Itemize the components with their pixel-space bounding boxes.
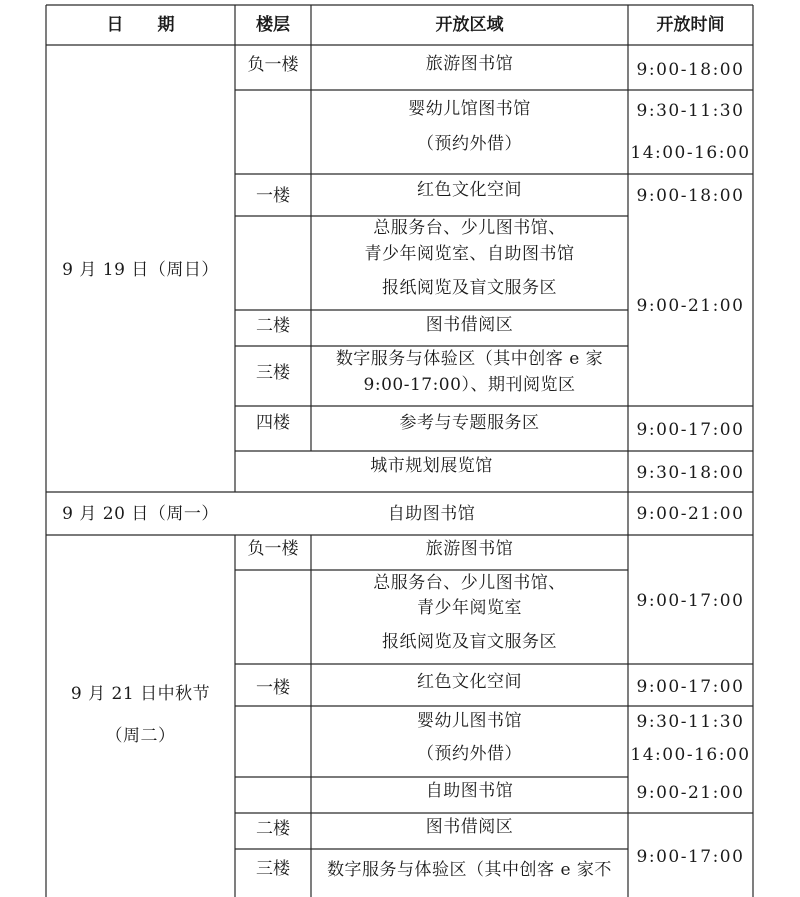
sept21-hours-main: [628, 535, 753, 664]
sept21-area-service: [311, 570, 628, 664]
sept19-hours-urban: [628, 451, 753, 492]
sept21-date-line1: 9 月 21 日中秋节: [70, 684, 211, 704]
area-label: 参考与专题服务区: [399, 413, 540, 433]
area-label: 红色文化空间: [417, 180, 522, 200]
area-label: 报纸阅览及盲文服务区: [382, 632, 557, 652]
sept21-floor-b1: [235, 535, 311, 570]
sept21-floor-2: [235, 813, 311, 849]
sept19-floor-b1: [235, 45, 311, 90]
sept20-area: [235, 492, 628, 535]
sept21-date-line2: （周二）: [105, 726, 176, 746]
area-label: 自助图书馆: [387, 504, 476, 524]
sept19-floor-3: [235, 346, 311, 406]
hours-value: 9:00-18:00: [636, 186, 745, 206]
area-label: 青少年阅览室、自助图书馆: [364, 244, 575, 264]
sept20-date-cell: [46, 492, 235, 535]
floor-label: 负一楼: [247, 55, 299, 75]
hours-value: 9:30-11:30: [636, 101, 745, 121]
sept21-area-red: [311, 664, 628, 706]
hours-value: 9:00-17:00: [636, 591, 745, 611]
area-label: 红色文化空间: [417, 672, 522, 692]
sept21-hours-red: [628, 664, 753, 706]
hours-value: 9:00-17:00: [636, 847, 745, 867]
sept19-floor-2: [235, 310, 311, 346]
sept19-area-infant: [311, 90, 628, 174]
area-label: 数字服务与体验区（其中创客 e 家不: [327, 860, 612, 880]
area-label: 报纸阅览及盲文服务区: [382, 278, 557, 298]
hours-value: 9:30-18:00: [636, 463, 745, 483]
sept21-area-self-service: [311, 777, 628, 813]
area-label: 图书借阅区: [425, 817, 514, 837]
sept19-hours-tourism: [628, 45, 753, 90]
header-hours: [628, 5, 753, 45]
area-label: 旅游图书馆: [425, 54, 514, 74]
header-date-label: 日 期: [106, 15, 175, 35]
sept21-hours-lower: [628, 813, 753, 897]
sept21-area-infant: [311, 706, 628, 777]
sept19-floor-4: [235, 406, 311, 451]
area-label: 城市规划展览馆: [370, 456, 493, 476]
header-floor-label: 楼层: [256, 15, 290, 35]
sept21-area-lending: [311, 813, 628, 849]
floor-label: 一楼: [256, 678, 290, 698]
floor-label: 一楼: [256, 186, 290, 206]
sept21-date-cell: [46, 535, 235, 897]
area-note: （预约外借）: [417, 744, 522, 764]
sept19-hours-red: [628, 174, 753, 216]
header-date: [46, 5, 235, 45]
hours-value: 9:00-17:00: [636, 677, 745, 697]
area-label: 9:00-17:00）、期刊阅览区: [363, 375, 576, 395]
hours-value: 9:00-21:00: [636, 783, 745, 803]
floor-label: 二楼: [256, 316, 290, 336]
floor-label: 二楼: [256, 819, 290, 839]
floor-label: 负一楼: [247, 539, 299, 559]
area-note: （预约外借）: [417, 134, 522, 154]
sept21-hours-self-service: [628, 777, 753, 813]
sept20-hours: [628, 492, 753, 535]
sept19-date-cell: [46, 45, 235, 492]
sept21-floor-3: [235, 849, 311, 897]
sept19-area-service: [311, 216, 628, 310]
sept21-floor-1: [235, 570, 311, 813]
header-area-label: 开放区域: [435, 15, 504, 35]
hours-value: 14:00-16:00: [630, 143, 751, 163]
area-label: 图书借阅区: [425, 315, 514, 335]
hours-value: 9:00-17:00: [636, 420, 745, 440]
sept21-hours-infant: [628, 706, 753, 777]
sept19-area-digital: [311, 346, 628, 406]
hours-value: 9:00-18:00: [636, 60, 745, 80]
hours-value: 9:00-21:00: [636, 504, 745, 524]
header-hours-label: 开放时间: [656, 15, 725, 35]
sept19-hours-main: [628, 216, 753, 406]
area-label: 总服务台、少儿图书馆、: [373, 573, 566, 593]
floor-label: 三楼: [256, 859, 290, 879]
sept19-area-tourism: [311, 45, 628, 90]
sept19-area-urban: [235, 451, 628, 492]
header-area: [311, 5, 628, 45]
hours-value: 9:00-21:00: [636, 296, 745, 316]
area-label: 总服务台、少儿图书馆、: [373, 218, 566, 238]
sept20-date: 9 月 20 日（周一）: [62, 504, 219, 524]
area-label: 旅游图书馆: [425, 539, 514, 559]
sept19-floor-1: [235, 90, 311, 310]
area-label: 婴幼儿馆图书馆: [408, 99, 531, 119]
sept19-area-red: [311, 174, 628, 216]
area-label: 婴幼儿图书馆: [417, 711, 522, 731]
hours-value: 14:00-16:00: [630, 745, 751, 765]
hours-value: 9:30-11:30: [636, 712, 745, 732]
area-label: 青少年阅览室: [417, 598, 522, 618]
area-label: 数字服务与体验区（其中创客 e 家: [335, 349, 604, 369]
sept19-hours-infant: [628, 90, 753, 174]
header-floor: [235, 5, 311, 45]
area-label: 自助图书馆: [425, 781, 514, 801]
sept19-area-lending: [311, 310, 628, 346]
sept21-area-tourism: [311, 535, 628, 570]
floor-label: 四楼: [256, 413, 290, 433]
sept19-hours-reference: [628, 406, 753, 451]
floor-label: 三楼: [256, 363, 290, 383]
sept19-date: 9 月 19 日（周日）: [62, 260, 219, 280]
sept21-area-digital: [311, 849, 628, 897]
sept19-area-reference: [311, 406, 628, 451]
